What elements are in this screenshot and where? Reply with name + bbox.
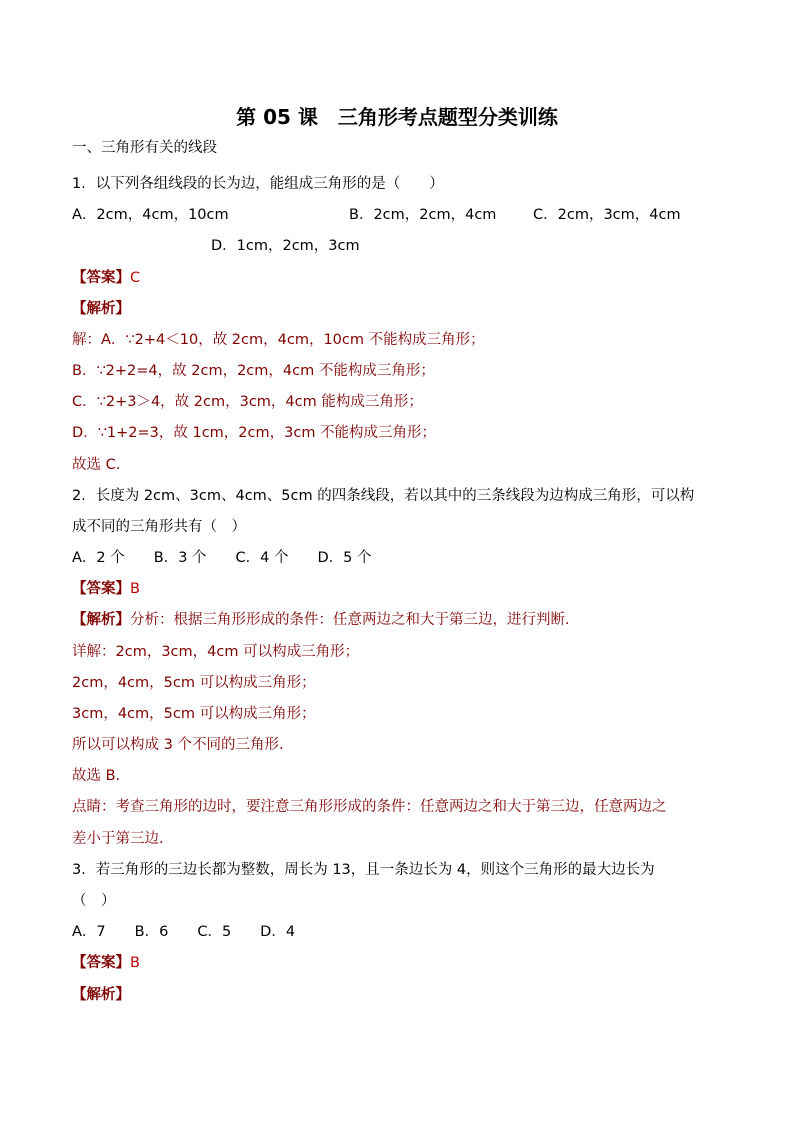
question-2-conclusion: 故选 B.	[72, 768, 121, 784]
question-1-conclusion: 故选 C.	[72, 457, 121, 473]
analysis-text: 分析：根据三角形形成的条件：任意两边之和大于第三边，进行判断.	[130, 612, 570, 628]
question-1-analysis-line: D．∵1+2=3，故 1cm，2cm，3cm 不能构成三角形；	[72, 425, 437, 441]
question-2-answer	[72, 579, 140, 599]
section-heading: 一、三角形有关的线段	[72, 140, 217, 156]
answer-tag: 【答案】	[72, 270, 130, 286]
answer-tag: 【答案】	[72, 581, 130, 597]
question-2-analysis	[72, 610, 570, 630]
question-1-option-c: C．2cm，3cm，4cm	[533, 207, 681, 223]
question-3-answer	[72, 953, 140, 973]
question-3-stem: 3．若三角形的三边长都为整数，周长为 13，且一条边长为 4，则这个三角形的最大边长为	[72, 862, 655, 878]
answer-value: C	[130, 270, 141, 286]
answer-value: B	[130, 581, 140, 597]
page-title: 第 05 课 三角形考点题型分类训练	[236, 105, 558, 129]
question-1-option-d: D．1cm，2cm，3cm	[211, 238, 360, 254]
analysis-tag: 【解析】	[72, 987, 130, 1003]
question-1-analysis-line: 解：A．∵2+4＜10，故 2cm，4cm，10cm 不能构成三角形；	[72, 332, 485, 348]
question-1-analysis-line: B．∵2+2=4，故 2cm，2cm，4cm 不能构成三角形；	[72, 363, 435, 379]
question-2-analysis-line: 所以可以构成 3 个不同的三角形.	[72, 737, 284, 753]
answer-tag: 【答案】	[72, 955, 130, 971]
question-3-stem-continued: （ ）	[72, 893, 116, 909]
question-2-analysis-line: 详解：2cm，3cm，4cm 可以构成三角形；	[72, 644, 360, 660]
analysis-tag: 【解析】	[72, 301, 130, 317]
question-2-comment: 点睛：考查三角形的边时，要注意三角形形成的条件：任意两边之和大于第三边，任意两边之	[72, 799, 667, 815]
question-2-stem-continued: 成不同的三角形共有（ ）	[72, 519, 246, 535]
question-2-comment-continued: 差小于第三边.	[72, 831, 164, 847]
question-2-options: A．2 个 B．3 个 C．4 个 D．5 个	[72, 550, 372, 566]
question-1-analysis-line: C．∵2+3＞4，故 2cm，3cm，4cm 能构成三角形；	[72, 394, 423, 410]
question-2-stem: 2．长度为 2cm、3cm、4cm、5cm 的四条线段，若以其中的三条线段为边构成三角形，可以构	[72, 488, 695, 504]
answer-value: B	[130, 955, 140, 971]
question-1-option-a: A．2cm，4cm，10cm	[72, 207, 229, 223]
question-1-option-b: B．2cm，2cm，4cm	[349, 207, 497, 223]
question-1-stem: 1．以下列各组线段的长为边，能组成三角形的是（ ）	[72, 176, 444, 192]
question-1-answer	[72, 268, 140, 288]
question-2-analysis-line: 2cm，4cm，5cm 可以构成三角形；	[72, 675, 316, 691]
analysis-tag: 【解析】	[72, 612, 130, 628]
question-2-analysis-line: 3cm，4cm，5cm 可以构成三角形；	[72, 706, 316, 722]
question-3-options: A．7 B．6 C．5 D．4	[72, 924, 296, 940]
